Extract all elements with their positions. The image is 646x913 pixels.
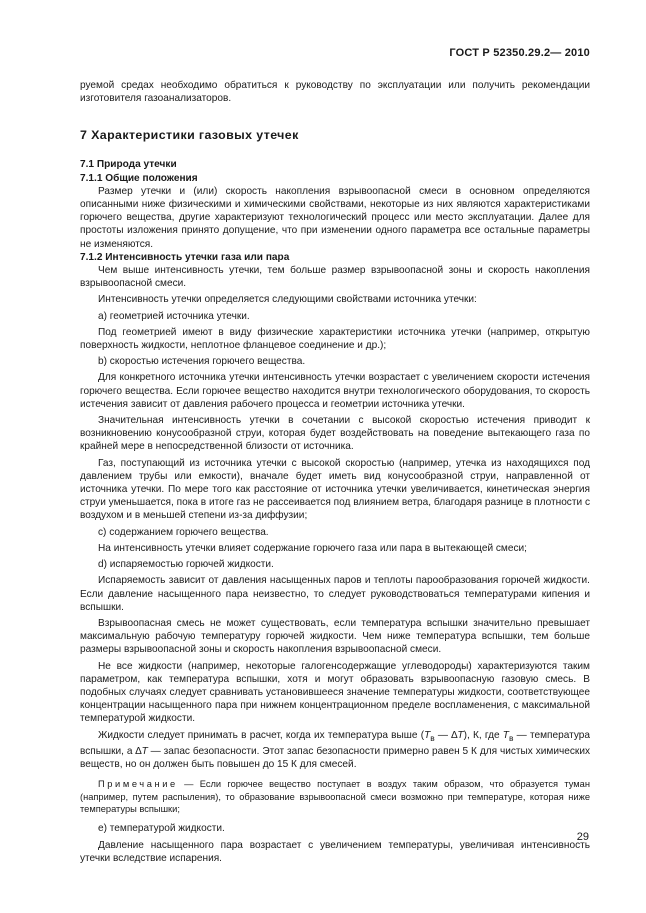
paragraph: Для конкретного источника утечки интенсивность утечки возрастает с увеличением скорости истечения горючего вещества. Если горючее вещество находится внутри технологического оборудования, то скорость истечения зависит от давления рабочего процесса и геометрии источника утечки. <box>80 372 590 410</box>
paragraph: Испаряемость зависит от давления насыщенных паров и теплоты парообразования горючей жидкости. Если давление насыщенного пара неизвестно, то следует руководствоваться температурами кипения и вспышки. <box>80 575 590 613</box>
paragraph-formula: Жидкости следует принимать в расчет, когда их температура выше ($T_в$ — ∆T), К, где $T_в$ — температура вспышки, а ∆T — запас безопасности. Этот запас безопасности примерно равен 5 К для чистых химических веществ, но он должен быть повышен до 15 К для смесей. <box>80 729 591 770</box>
list-item: c) содержанием горючего вещества. <box>98 526 269 538</box>
paragraph: На интенсивность утечки влияет содержание горючего газа или пара в вытекающей смеси; <box>98 542 527 554</box>
standard-header: ГОСТ Р 52350.29.2— 2010 <box>449 47 590 59</box>
subsection-heading: 7.1.1 Общие положения <box>80 172 198 184</box>
list-item: b) скоростью истечения горючего вещества. <box>98 356 306 368</box>
paragraph: Газ, поступающий из источника утечки с высокой скоростью (например, утечка из находящихся под давлением трубы или емкости), вначале будет иметь вид конусообразной струи, направленной от источника утечки. По мере того как расстояние от источника утечки увеличивается, кинетическая энергия струи уменьшается, пока в итоге газ не рассеивается под влиянием ветра, благодаря разнице в плотности с воздухом и в меньшей степени из-за диффузии; <box>80 457 590 522</box>
paragraph: Размер утечки и (или) скорость накопления взрывоопасной смеси в основном определяются описанными ниже физическими и химическими свойствами, некоторые из них являются характеристиками горючего вещества, другие характеризуют технологический процесс или место эксплуатации. Далее для простоты изложения принято допущение, что при изменении одного параметра все остальные параметры не изменяются. <box>80 185 590 250</box>
list-item: a) геометрией источника утечки. <box>98 310 250 322</box>
paragraph: Значительная интенсивность утечки в сочетании с высокой скоростью истечения приводит к возникновению конусообразной струи, которая будет воздействовать на поведение вытекающего газа по крайней мере в непосредственной близости от источника. <box>80 415 590 453</box>
section-heading: 7 Характеристики газовых утечек <box>80 128 299 143</box>
paragraph: Взрывоопасная смесь не может существовать, если температура вспышки значительно превышает максимальную рабочую температуру горючей жидкости. Чем ниже температура вспышки, тем больше размеры взрывоопасной зоны и скорость накопления взрывоопасной смеси. <box>80 617 590 656</box>
note-label: Примечание <box>98 779 178 790</box>
paragraph: Чем выше интенсивность утечки, тем больше размер взрывоопасной зоны и скорость накопления взрывоопасной смеси. <box>80 265 590 290</box>
paragraph: Давление насыщенного пара возрастает с увеличением температуры, увеличивая интенсивность утечки вследствие испарения. <box>80 839 590 864</box>
paragraph: Не все жидкости (например, некоторые галогенсодержащие углеводороды) характеризуются таким параметром, как температура вспышки, хотя и могут образовать взрывоопасную газовую смесь. В подобных случаях следует сравнивать установившееся значение температуры жидкости, соответствующее концентрации насыщенного пара при нижнем концентрационном пределе воспламенения, с максимальной температурой жидкости. <box>80 660 590 725</box>
paragraph: Интенсивность утечки определяется следующими свойствами источника утечки: <box>98 294 477 306</box>
paragraph: Под геометрией имеют в виду физические характеристики источника утечки (например, открытую поверхность жидкости, неплотное фланцевое соединение и др.); <box>80 326 590 352</box>
subsection-heading: 7.1 Природа утечки <box>80 159 177 171</box>
list-item: e) температурой жидкости. <box>98 823 225 835</box>
note <box>80 778 590 815</box>
page-body <box>80 79 590 865</box>
subsection-heading: 7.1.2 Интенсивность утечки газа или пара <box>80 251 290 263</box>
list-item: d) испаряемостью горючей жидкости. <box>98 559 274 571</box>
note-text: — Если горючее вещество поступает в воздух таким образом, что образуется туман (например, путем распыления), то образование взрывоопасной смеси возможно при температуре, которая ниже температуры вспышки; <box>80 779 590 814</box>
page-number: 29 <box>576 831 589 843</box>
paragraph: руемой средах необходимо обратиться к руководству по эксплуатации или получить рекомендации изготовителя газоанализаторов. <box>80 80 590 105</box>
